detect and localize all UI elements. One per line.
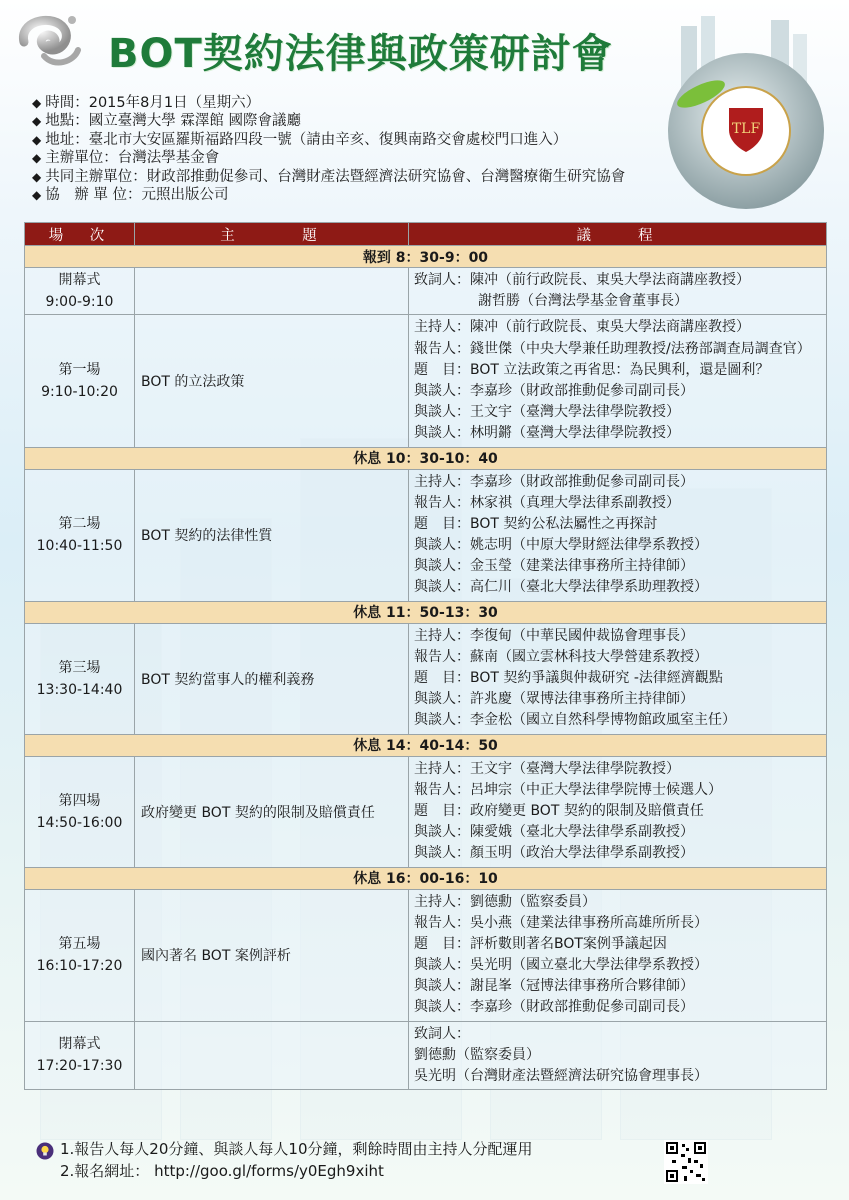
break-time: 休息 10：30-10：40 (25, 447, 827, 469)
agenda-line: 與談人：王文宇（臺灣大學法律學院教授） (414, 404, 680, 421)
agenda-line: 致詞人：陳冲（前行政院長、東吳大學法商講座教授） (414, 272, 750, 288)
diamond-icon: ◆ (32, 169, 42, 184)
agenda-line: 題 目：政府變更 BOT 契約的限制及賠償責任 (414, 802, 704, 819)
agenda-line: 與談人：高仁川（臺北大學法律學系助理教授） (414, 579, 708, 596)
session-row (25, 756, 827, 867)
agenda-line: 主持人：劉德勳（監察委員） (414, 893, 596, 910)
agenda-line: 題 目：BOT 契約公私法屬性之再探討 (414, 515, 658, 532)
agenda-line: 劉德勳（監察委員） (414, 1046, 540, 1063)
session-agenda (409, 889, 827, 1021)
agenda-line: 報告人：呂坤宗（中正大學法律學院博士候選人） (414, 781, 722, 798)
session-time: 10:40-11:50 (36, 538, 123, 555)
session-name: 開幕式 (58, 272, 101, 289)
column-header-agenda: 議 程 (409, 223, 827, 246)
break-row (25, 601, 827, 623)
agenda-line: 與談人：李嘉珍（財政部推動促參司副司長） (414, 999, 694, 1016)
session-scene (25, 889, 135, 1021)
lightbulb-icon (36, 1142, 54, 1160)
session-time: 14:50-16:00 (36, 814, 123, 831)
session-name: 第四場 (58, 792, 101, 809)
foundation-globe-icon (651, 16, 841, 216)
session-agenda (409, 469, 827, 601)
session-time: 9:00-9:10 (45, 294, 114, 311)
session-row (25, 315, 827, 447)
agenda-line: 主持人：陳冲（前行政院長、東吳大學法商講座教授） (414, 319, 750, 336)
session-scene (25, 315, 135, 447)
session-time: 9:10-10:20 (41, 383, 118, 400)
svg-text:TLF: TLF (731, 121, 761, 137)
notes (36, 1138, 533, 1182)
session-name: 第二場 (58, 516, 101, 533)
note-time-allocation: 1.報告人每人20分鐘、與談人每人10分鐘，剩餘時間由主持人分配運用 (60, 1140, 533, 1158)
session-agenda (409, 1021, 827, 1090)
session-name: 第一場 (58, 361, 101, 378)
agenda-line: 主持人：王文宇（臺灣大學法律學院教授） (414, 760, 680, 777)
agenda-line: 報告人：錢世傑（中央大學兼任助理教授/法務部調查局調查官） (414, 340, 811, 357)
session-topic (135, 268, 409, 315)
break-time: 休息 16：00-16：10 (25, 867, 827, 889)
break-time: 休息 11：50-13：30 (25, 601, 827, 623)
diamond-icon: ◆ (32, 132, 42, 147)
diamond-icon: ◆ (32, 114, 42, 129)
agenda-line: 主持人：李復甸（中華民國仲裁協會理事長） (414, 627, 694, 644)
agenda-line: 與談人：李金松（國立自然科學博物館政風室主任） (414, 712, 736, 729)
session-scene (25, 756, 135, 867)
agenda-line: 報告人：蘇南（國立雲林科技大學營建系教授） (414, 648, 708, 665)
agenda-line: 與談人：林明鏘（臺灣大學法律學院教授） (414, 425, 680, 442)
info-co-organizers: ◆ 共同主辦單位：財政部推動促參司、台灣財產法暨經濟法研究協會、台灣醫療衛生研究協會 (32, 168, 626, 185)
note-registration-url: 2.報名網址： http://goo.gl/forms/y0Egh9xiht (60, 1162, 384, 1180)
session-row (25, 623, 827, 734)
schedule-table (24, 222, 827, 1090)
agenda-line: 致詞人： (414, 1025, 470, 1042)
page-title: BOT契約法律與政策研討會 (108, 31, 613, 77)
session-row (25, 268, 827, 315)
schedule-body (25, 246, 827, 1090)
session-agenda (409, 315, 827, 447)
session-time: 13:30-14:40 (36, 681, 123, 698)
diamond-icon: ◆ (32, 188, 42, 203)
info-assistant-organizer: ◆ 協 辦 單 位：元照出版公司 (32, 187, 229, 204)
session-topic (135, 1021, 409, 1090)
info-time: ◆ 時間：2015年8月1日（星期六） (32, 95, 261, 111)
info-venue: ◆ 地點：國立臺灣大學 霖澤館 國際會議廳 (32, 113, 301, 130)
column-header-topic: 主 題 (135, 223, 409, 246)
swirl-logo-icon (14, 12, 84, 74)
break-row (25, 447, 827, 469)
agenda-line: 報告人：吳小燕（建業法律事務所高雄所所長） (414, 914, 708, 931)
session-time: 16:10-17:20 (36, 958, 123, 975)
break-row (25, 246, 827, 268)
agenda-line: 與談人：謝昆峯（冠博法律事務所合夥律師） (414, 978, 694, 995)
agenda-line: 與談人：姚志明（中原大學財經法律學系教授） (414, 537, 708, 554)
session-scene (25, 469, 135, 601)
session-agenda (409, 756, 827, 867)
session-scene (25, 1021, 135, 1090)
break-time: 休息 14：40-14：50 (25, 734, 827, 756)
break-row (25, 867, 827, 889)
agenda-line: 與談人：許兆慶（眾博法律事務所主持律師） (414, 691, 694, 708)
session-scene (25, 623, 135, 734)
agenda-line: 題 目：BOT 立法政策之再省思：為民興利，還是圖利？ (414, 361, 770, 378)
agenda-line: 吳光明（台灣財產法暨經濟法研究協會理事長） (414, 1068, 708, 1084)
info-address: ◆ 地址：臺北市大安區羅斯福路四段一號（請由辛亥、復興南路交會處校門口進入） (32, 131, 568, 148)
session-row (25, 1021, 827, 1090)
session-name: 閉幕式 (58, 1036, 101, 1053)
table-header-row (25, 223, 827, 246)
session-name: 第五場 (58, 936, 101, 953)
session-topic: 政府變更 BOT 契約的限制及賠償責任 (135, 756, 409, 867)
column-header-scene: 場 次 (25, 223, 135, 246)
session-topic: BOT 的立法政策 (135, 315, 409, 447)
agenda-line: 報告人：林家祺（真理大學法律系副教授） (414, 494, 680, 511)
agenda-line: 與談人：李嘉珍（財政部推動促參司副司長） (414, 382, 694, 399)
session-agenda (409, 623, 827, 734)
agenda-line: 與談人：金玉瑩（建業法律事務所主持律師） (414, 558, 694, 575)
agenda-line: 與談人：陳愛娥（臺北大學法律學系副教授） (414, 824, 694, 841)
agenda-line: 與談人：吳光明（國立臺北大學法律學系教授） (414, 957, 708, 974)
session-topic: BOT 契約當事人的權利義務 (135, 623, 409, 734)
session-time: 17:20-17:30 (36, 1058, 123, 1075)
event-info (32, 94, 625, 204)
session-scene (25, 268, 135, 315)
diamond-icon: ◆ (32, 96, 42, 110)
break-row (25, 734, 827, 756)
agenda-line: 題 目：評析數則著名BOT案例爭議起因 (414, 935, 667, 952)
session-row (25, 469, 827, 601)
diamond-icon: ◆ (32, 151, 42, 166)
session-name: 第三場 (58, 659, 101, 676)
session-topic: 國內著名 BOT 案例評析 (135, 889, 409, 1021)
agenda-line: 題 目：BOT 契約爭議與仲裁研究 -法律經濟觀點 (414, 670, 723, 686)
qr-code-icon[interactable] (664, 1140, 708, 1184)
agenda-line: 主持人：李嘉珍（財政部推動促參司副司長） (414, 473, 694, 490)
agenda-line: 謝哲勝（台灣法學基金會董事長） (478, 293, 688, 310)
session-agenda (409, 268, 827, 315)
info-organizer: ◆ 主辦單位：台灣法學基金會 (32, 150, 220, 167)
break-time: 報到 8：30-9：00 (25, 246, 827, 268)
session-row (25, 889, 827, 1021)
agenda-line: 與談人：顏玉明（政治大學法律學系副教授） (414, 845, 694, 862)
session-topic: BOT 契約的法律性質 (135, 469, 409, 601)
